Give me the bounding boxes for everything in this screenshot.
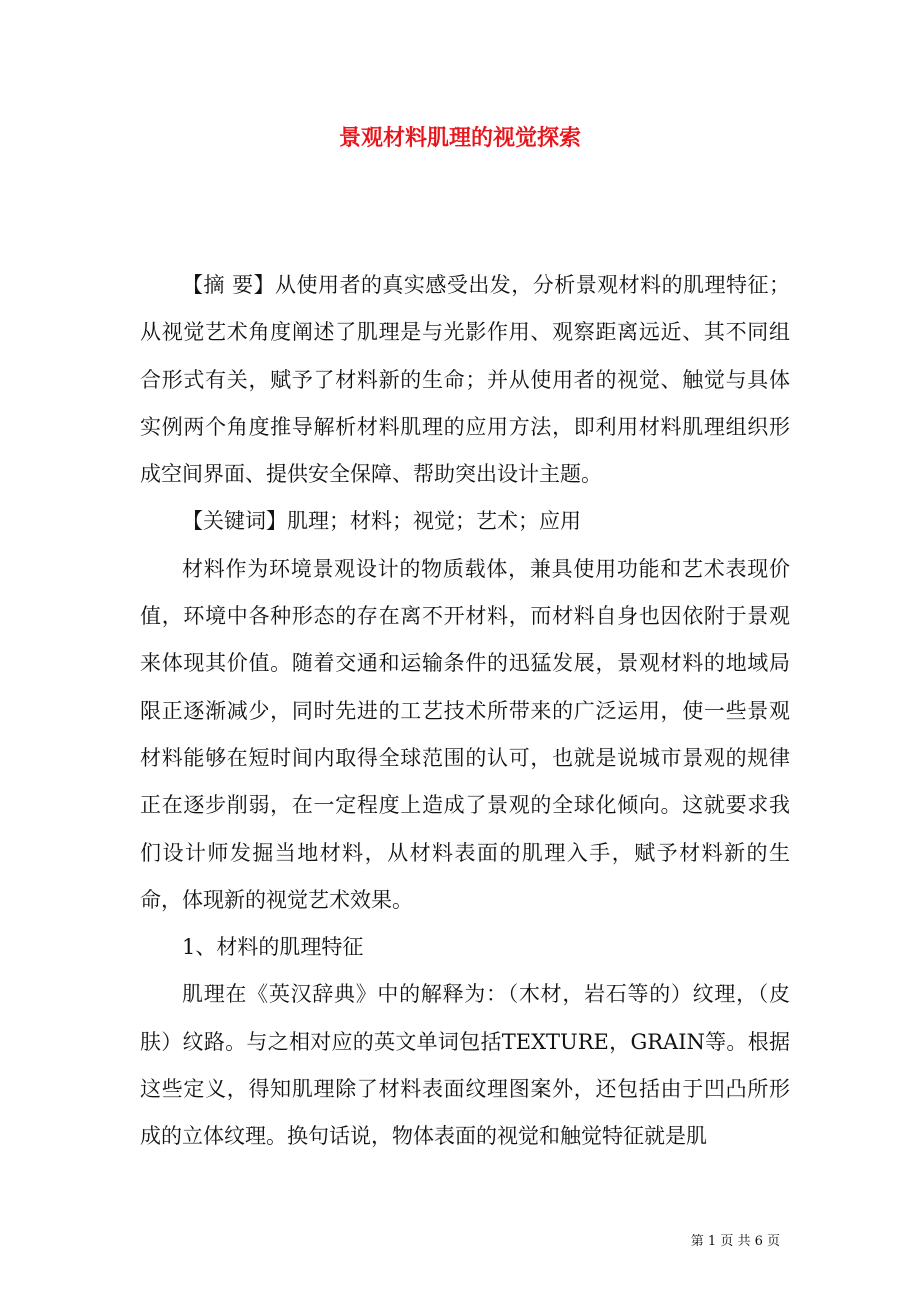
abstract-paragraph: 【摘 要】从使用者的真实感受出发，分析景观材料的肌理特征；从视觉艺术角度阐述了肌理是与光影作用、观察距离远近、其不同组合形式有关，赋予了材料新的生命；并从使用者的视觉、触觉与具体实例两个角度推导解析材料肌理的应用方法，即利用材料肌理组织形成空间界面、提供安全保障、帮助突出设计主题。 [140, 273, 790, 487]
section-heading: 1、材料的肌理特征 [182, 935, 364, 960]
document-title: 景观材料肌理的视觉探索 [338, 125, 581, 151]
document-body [140, 262, 790, 1161]
keywords-paragraph: 【关键词】肌理；材料；视觉；艺术；应用 [182, 509, 581, 534]
page-number-footer: 第 1 页 共 6 页 [690, 1234, 780, 1249]
intro-paragraph: 材料作为环境景观设计的物质载体，兼具使用功能和艺术表现价值，环境中各种形态的存在离不开材料，而材料自身也因依附于景观来体现其价值。随着交通和运输条件的迅猛发展，景观材料的地域局限正逐渐减少，同时先进的工艺技术所带来的广泛运用，使一些景观材料能够在短时间内取得全球范围的认可，也就是说城市景观的规律正在逐步削弱，在一定程度上造成了景观的全球化倾向。这就要求我们设计师发掘当地材料，从材料表面的肌理入手，赋予材料新的生命，体现新的视觉艺术效果。 [140, 556, 790, 912]
section-paragraph: 肌理在《英汉辞典》中的解释为：（木材，岩石等的）纹理，（皮肤）纹路。与之相对应的英文单词包括TEXTURE，GRAIN等。根据这些定义，得知肌理除了材料表面纹理图案外，还包括由于凹凸所形成的立体纹理。换句话说，物体表面的视觉和触觉特征就是肌 [140, 982, 790, 1149]
